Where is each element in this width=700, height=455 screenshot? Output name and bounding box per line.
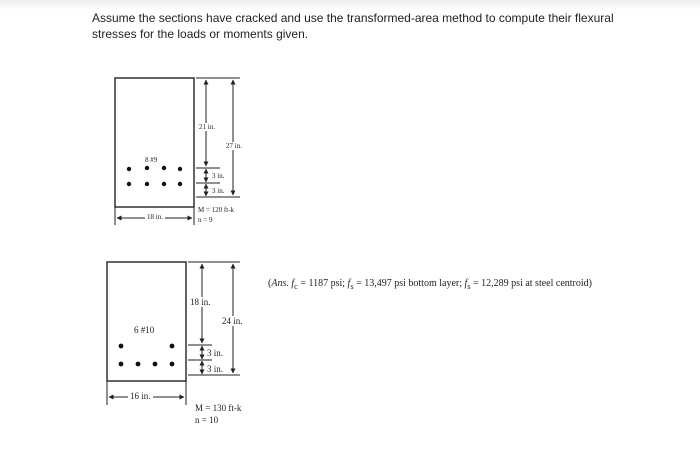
figure2-modular-ratio-label: n = 10 — [195, 415, 219, 425]
problem-statement: Assume the sections have cracked and use the transformed-area method to compute their flexural stresses for the loads or moments given. — [92, 11, 614, 41]
figure1-height-top-label: 21 in. — [199, 123, 215, 131]
figure2-bars-label: 6 #10 — [134, 325, 155, 335]
figure2-spacing-a-label: 3 in. — [207, 348, 224, 358]
figure2-diagram — [107, 262, 240, 405]
answer-fs-value: = 13,497 psi bottom layer; — [353, 278, 465, 289]
answer-fc-value: = 1187 psi; — [297, 278, 348, 289]
figure1-spacing-b-label: 3 in. — [212, 187, 225, 195]
answer-fs-subscript: s — [350, 282, 354, 291]
answer-open-paren: ( — [268, 278, 272, 289]
figure2-spacing-b-label: 3 in. — [207, 364, 224, 374]
answer-fs2-symbol: f — [464, 278, 468, 289]
figure1-height-total-label: 27 in. — [226, 142, 242, 150]
answer-fs2-value: = 12,289 psi at steel centroid) — [470, 278, 592, 289]
figure2-height-total-label: 24 in. — [222, 316, 243, 326]
figure2-moment-label: M = 130 ft-k — [195, 403, 242, 413]
answer-text — [268, 278, 592, 291]
answer-fc-subscript: c — [294, 282, 298, 291]
answer-ans-word: Ans. — [271, 278, 289, 289]
figure1-modular-ratio-label: n = 9 — [198, 216, 213, 224]
figure2-width-label: 16 in. — [130, 391, 151, 401]
figure1-bars-label: 8 #9 — [145, 156, 158, 164]
figure1-beam-section — [115, 78, 194, 207]
figure1-spacing-a-label: 3 in. — [212, 172, 225, 180]
figure1-width-label: 18 in. — [147, 213, 163, 221]
figure1-rebars — [127, 166, 182, 186]
figure1-moment-label: M = 120 ft-k — [198, 206, 235, 214]
figure1-diagram — [115, 78, 240, 225]
figure2-rebars — [119, 344, 175, 367]
answer-fs-symbol: f — [347, 278, 351, 289]
figure2-height-top-label: 18 in. — [190, 297, 211, 307]
answer-fs2-subscript: s — [467, 282, 471, 291]
answer-fc-symbol: f — [291, 278, 295, 289]
